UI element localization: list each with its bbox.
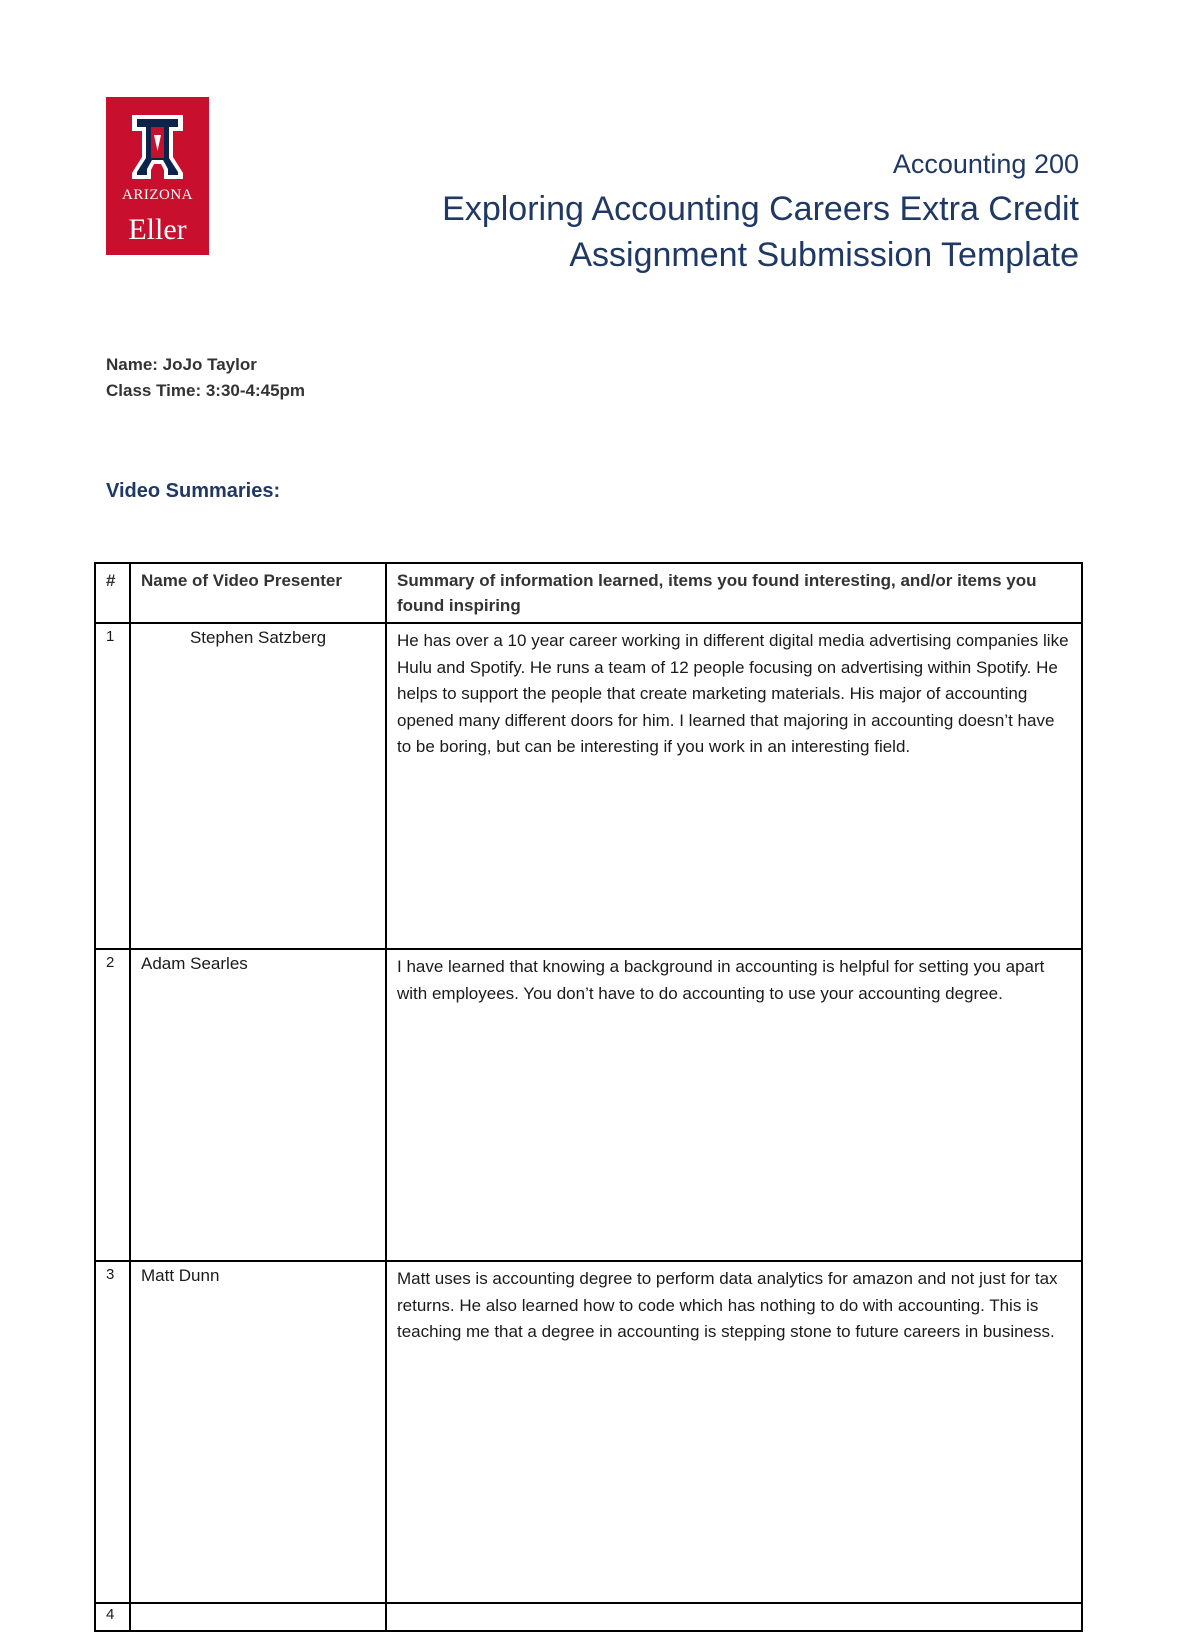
student-name: Name: JoJo Taylor (106, 355, 257, 374)
row-number: 2 (95, 949, 130, 1261)
block-a-icon (124, 113, 191, 181)
summary-text (386, 1603, 1082, 1631)
table-row (95, 623, 1082, 949)
presenter-name: Adam Searles (130, 949, 386, 1261)
table-row (95, 1261, 1082, 1603)
logo-arizona-text: ARIZONA (122, 187, 193, 203)
table-header-row (95, 563, 1082, 623)
presenter-name: Matt Dunn (130, 1261, 386, 1603)
table-row (95, 949, 1082, 1261)
video-summaries-table (94, 562, 1083, 1632)
document-title (442, 186, 1079, 278)
arizona-eller-logo (106, 97, 209, 255)
section-title: Video Summaries: (106, 480, 281, 502)
presenter-name: Stephen Satzberg (130, 623, 386, 949)
header-number: # (95, 563, 130, 623)
course-name: Accounting 200 (892, 149, 1079, 179)
row-number: 1 (95, 623, 130, 949)
row-number: 4 (95, 1603, 130, 1631)
title-line-1: Exploring Accounting Careers Extra Credit (442, 190, 1079, 228)
summary-text: Matt uses is accounting degree to perform data analytics for amazon and not just for tax returns. He also learned how to code which has nothing to do with accounting. This is teaching me that a degree in accounting is stepping stone to future careers in business. (386, 1261, 1082, 1603)
student-info (106, 352, 305, 404)
title-line-2: Assignment Submission Template (569, 236, 1079, 274)
presenter-name (130, 1603, 386, 1631)
summary-text: I have learned that knowing a background in accounting is helpful for setting you apart with employees. You don’t have to do accounting to use your accounting degree. (386, 949, 1082, 1261)
table-row (95, 1603, 1082, 1631)
header-summary: Summary of information learned, items you found interesting, and/or items you found inspiring (386, 563, 1082, 623)
summary-text: He has over a 10 year career working in different digital media advertising companies like Hulu and Spotify. He runs a team of 12 people focusing on advertising within Spotify. He helps to support the people that create marketing materials. His major of accounting opened many different doors for him. I learned that majoring in accounting doesn’t have to be boring, but can be interesting if you work in an interesting field. (386, 623, 1082, 949)
class-time: Class Time: 3:30-4:45pm (106, 381, 306, 400)
header-presenter: Name of Video Presenter (130, 563, 386, 623)
document-header (442, 146, 1079, 278)
logo-eller-text: Eller (128, 213, 187, 246)
row-number: 3 (95, 1261, 130, 1603)
